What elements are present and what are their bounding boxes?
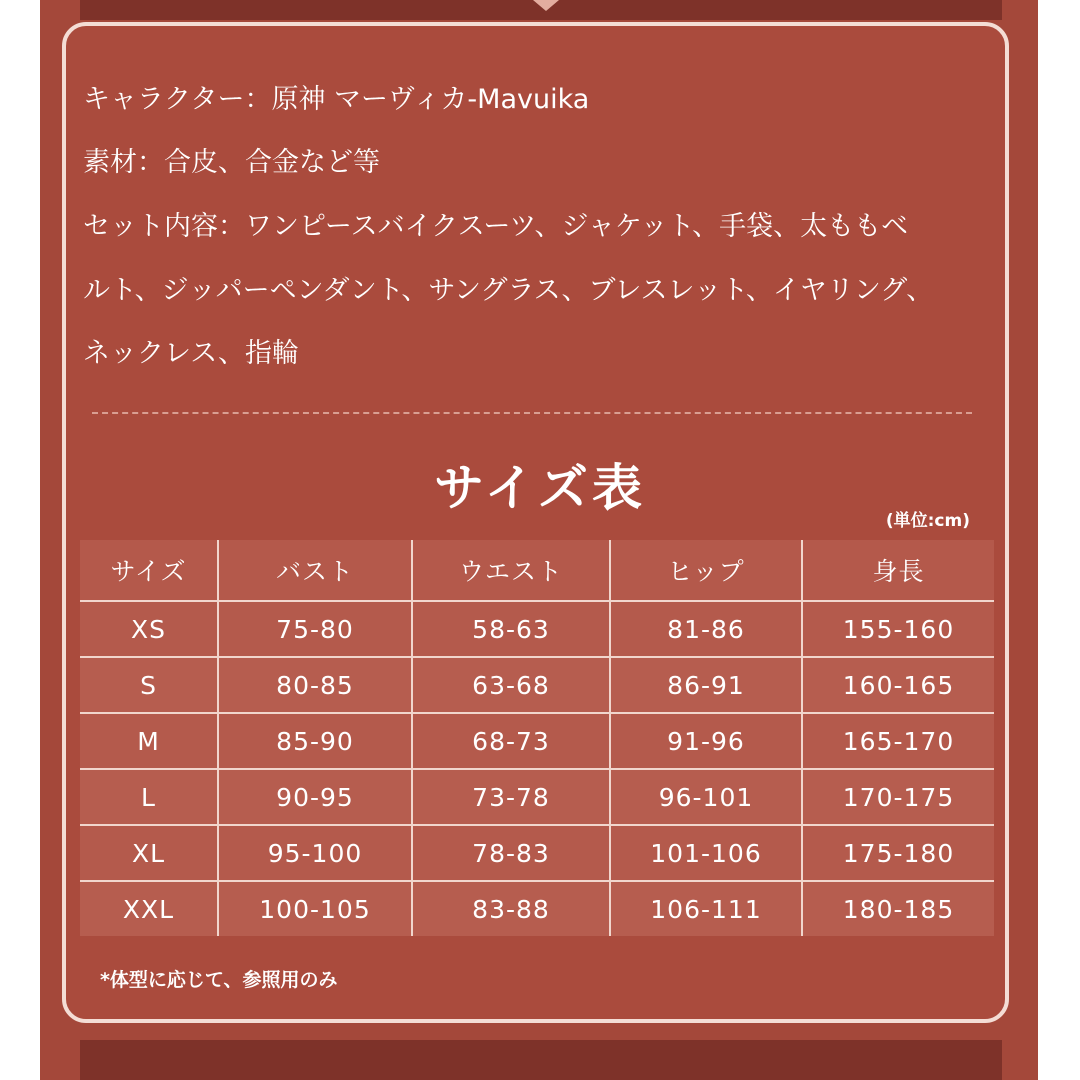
hip-cell: 91-96 [610,713,802,769]
height-cell: 160-165 [802,657,994,713]
hip-cell: 96-101 [610,769,802,825]
hip-cell: 101-106 [610,825,802,881]
hip-cell: 106-111 [610,881,802,936]
size-cell: S [80,657,218,713]
table-row [80,601,994,657]
bust-cell: 100-105 [218,881,412,936]
bust-cell: 95-100 [218,825,412,881]
bust-cell: 85-90 [218,713,412,769]
height-cell: 155-160 [802,601,994,657]
table-row [80,769,994,825]
waist-cell: 58-63 [412,601,610,657]
waist-cell: 83-88 [412,881,610,936]
size-table [80,540,994,936]
set-contents-line-2: ルト、ジッパーペンダント、サングラス、ブレスレット、イヤリング、 [83,275,934,306]
size-cell: M [80,713,218,769]
bust-cell: 90-95 [218,769,412,825]
header-waist: ウエスト [412,540,610,601]
height-cell: 175-180 [802,825,994,881]
character-line: キャラクター：原神 マーヴィカ-Mavuika [83,84,590,115]
size-cell: XL [80,825,218,881]
header-hip: ヒップ [610,540,802,601]
footnote: *体型に応じて、参照用のみ [100,969,338,991]
table-row [80,881,994,936]
height-cell: 170-175 [802,769,994,825]
size-chart-title: サイズ表 [434,459,646,517]
table-row [80,825,994,881]
hip-cell: 86-91 [610,657,802,713]
waist-cell: 68-73 [412,713,610,769]
size-cell: L [80,769,218,825]
set-contents-line-3: ネックレス、指輪 [83,338,299,369]
table-row [80,657,994,713]
size-cell: XS [80,601,218,657]
table-header-row [80,540,994,601]
hip-cell: 81-86 [610,601,802,657]
unit-label: (単位:cm) [885,511,970,531]
height-cell: 165-170 [802,713,994,769]
bust-cell: 75-80 [218,601,412,657]
table-row [80,713,994,769]
waist-cell: 78-83 [412,825,610,881]
bust-cell: 80-85 [218,657,412,713]
set-contents-line-1: セット内容：ワンピースバイクスーツ、ジャケット、手袋、太ももベ [83,211,909,242]
top-notch-icon [533,0,559,11]
waist-cell: 73-78 [412,769,610,825]
header-size: サイズ [80,540,218,601]
material-line: 素材：合皮、合金など等 [83,147,380,178]
waist-cell: 63-68 [412,657,610,713]
bottom-decor-strip [80,1040,1002,1080]
height-cell: 180-185 [802,881,994,936]
size-cell: XXL [80,881,218,936]
dashed-divider [92,412,972,414]
header-height: 身長 [802,540,994,601]
header-bust: バスト [218,540,412,601]
